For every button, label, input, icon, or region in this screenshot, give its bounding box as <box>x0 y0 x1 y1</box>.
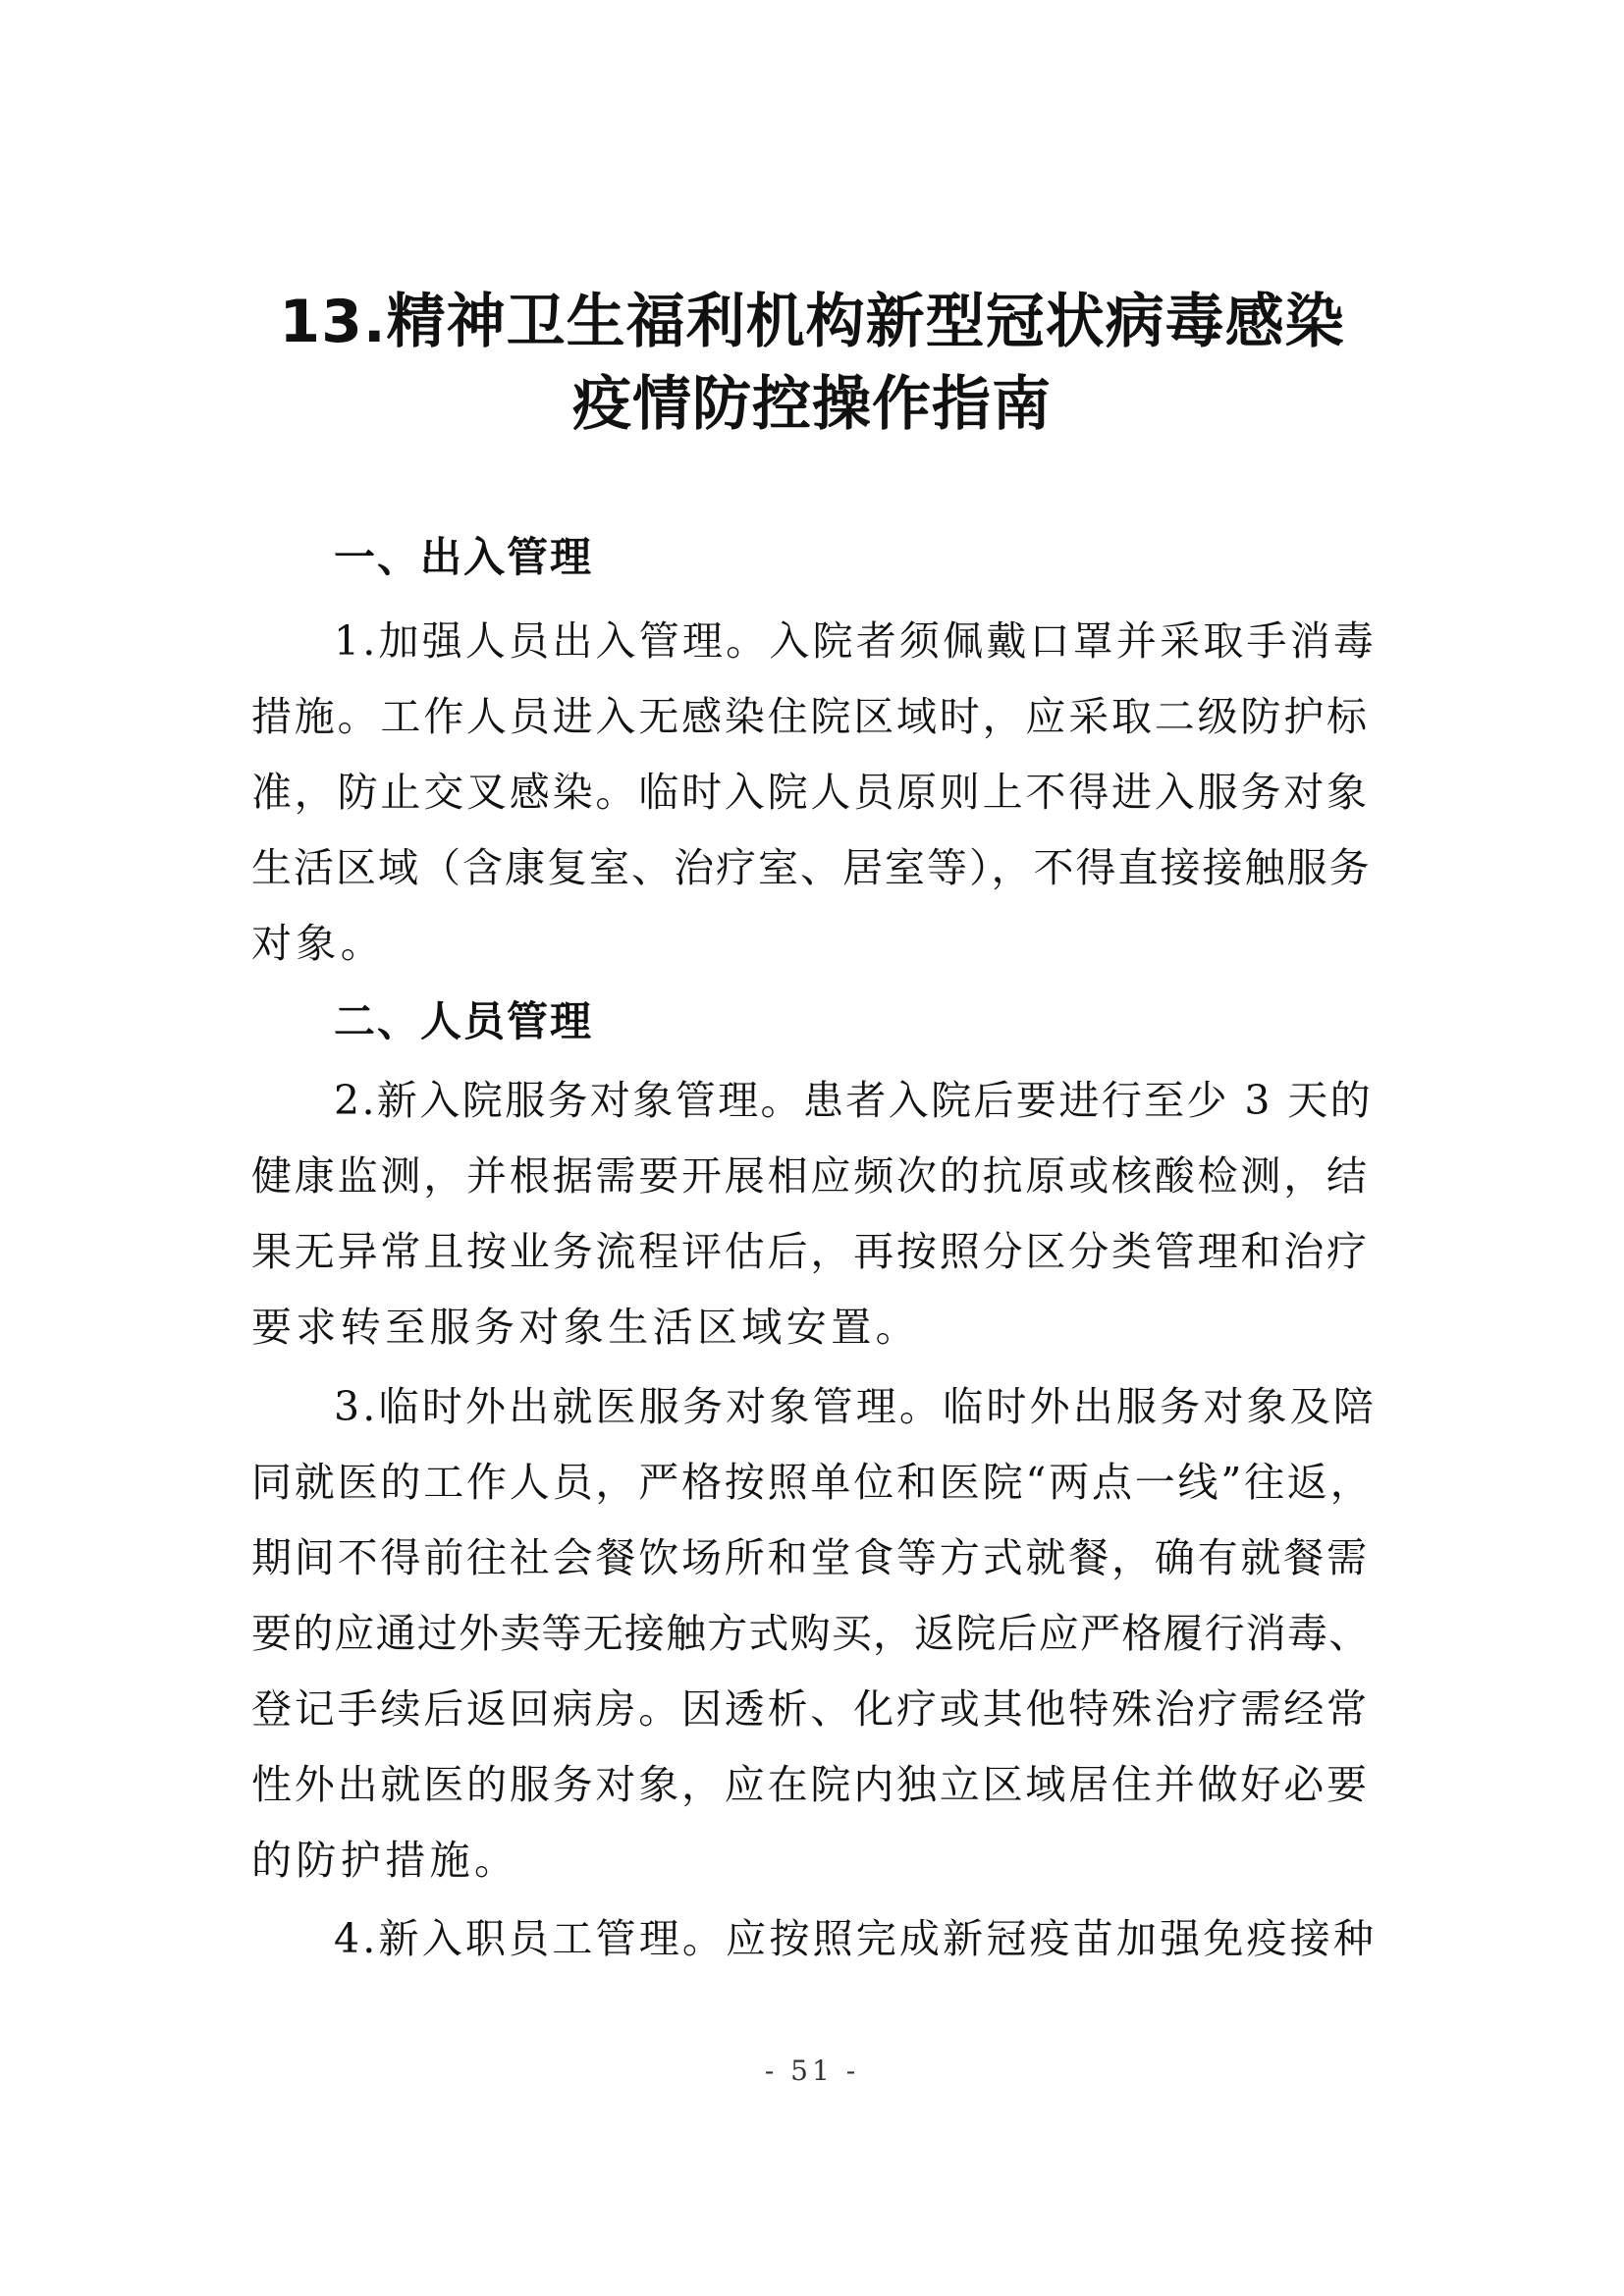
page-number: - 51 - <box>764 2055 860 2087</box>
paragraph-line: 的防护措施。 <box>251 1837 519 1884</box>
paragraph-line: 登记手续后返回病房。因透析、化疗或其他特殊治疗需经常 <box>251 1685 1370 1733</box>
document-title-line-2: 疫情防控操作指南 <box>572 370 1052 439</box>
paragraph-line: 4.新入职员工管理。应按照完成新冠疫苗加强免疫接种 <box>334 1915 1378 1962</box>
paragraph-line: 1.加强人员出入管理。入院者须佩戴口罩并采取手消毒 <box>334 617 1378 665</box>
paragraph-line: 要求转至服务对象生活区域安置。 <box>251 1304 920 1351</box>
section-heading-personnel-management: 二、人员管理 <box>334 997 594 1045</box>
paragraph-line: 期间不得前往社会餐饮场所和堂食等方式就餐，确有就餐需 <box>251 1534 1370 1581</box>
paragraph-line: 3.临时外出就医服务对象管理。临时外出服务对象及陪 <box>334 1383 1378 1430</box>
paragraph-line: 要的应通过外卖等无接触方式购买，返院后应严格履行消毒、 <box>251 1610 1371 1657</box>
paragraph-line: 措施。工作人员进入无感染住院区域时，应采取二级防护标 <box>251 693 1370 740</box>
paragraph-line: 2.新入院服务对象管理。患者入院后要进行至少 3 天的 <box>334 1077 1374 1124</box>
paragraph-line: 性外出就医的服务对象，应在院内独立区域居住并做好必要 <box>251 1761 1370 1808</box>
paragraph-line: 健康监测，并根据需要开展相应频次的抗原或核酸检测，结 <box>251 1152 1370 1200</box>
paragraph-line: 准，防止交叉感染。临时入院人员原则上不得进入服务对象 <box>251 769 1370 816</box>
paragraph-line: 同就医的工作人员，严格按照单位和医院“两点一线”往返， <box>251 1459 1374 1506</box>
paragraph-line: 果无异常且按业务流程评估后，再按照分区分类管理和治疗 <box>251 1228 1370 1275</box>
paragraph-line: 生活区域（含康复室、治疗室、居室等），不得直接接触服务 <box>251 844 1372 891</box>
paragraph-line: 对象。 <box>251 920 386 967</box>
document-title-line-1: 13.精神卫生福利机构新型冠状病毒感染 <box>279 288 1345 356</box>
section-heading-entry-management: 一、出入管理 <box>334 533 594 581</box>
